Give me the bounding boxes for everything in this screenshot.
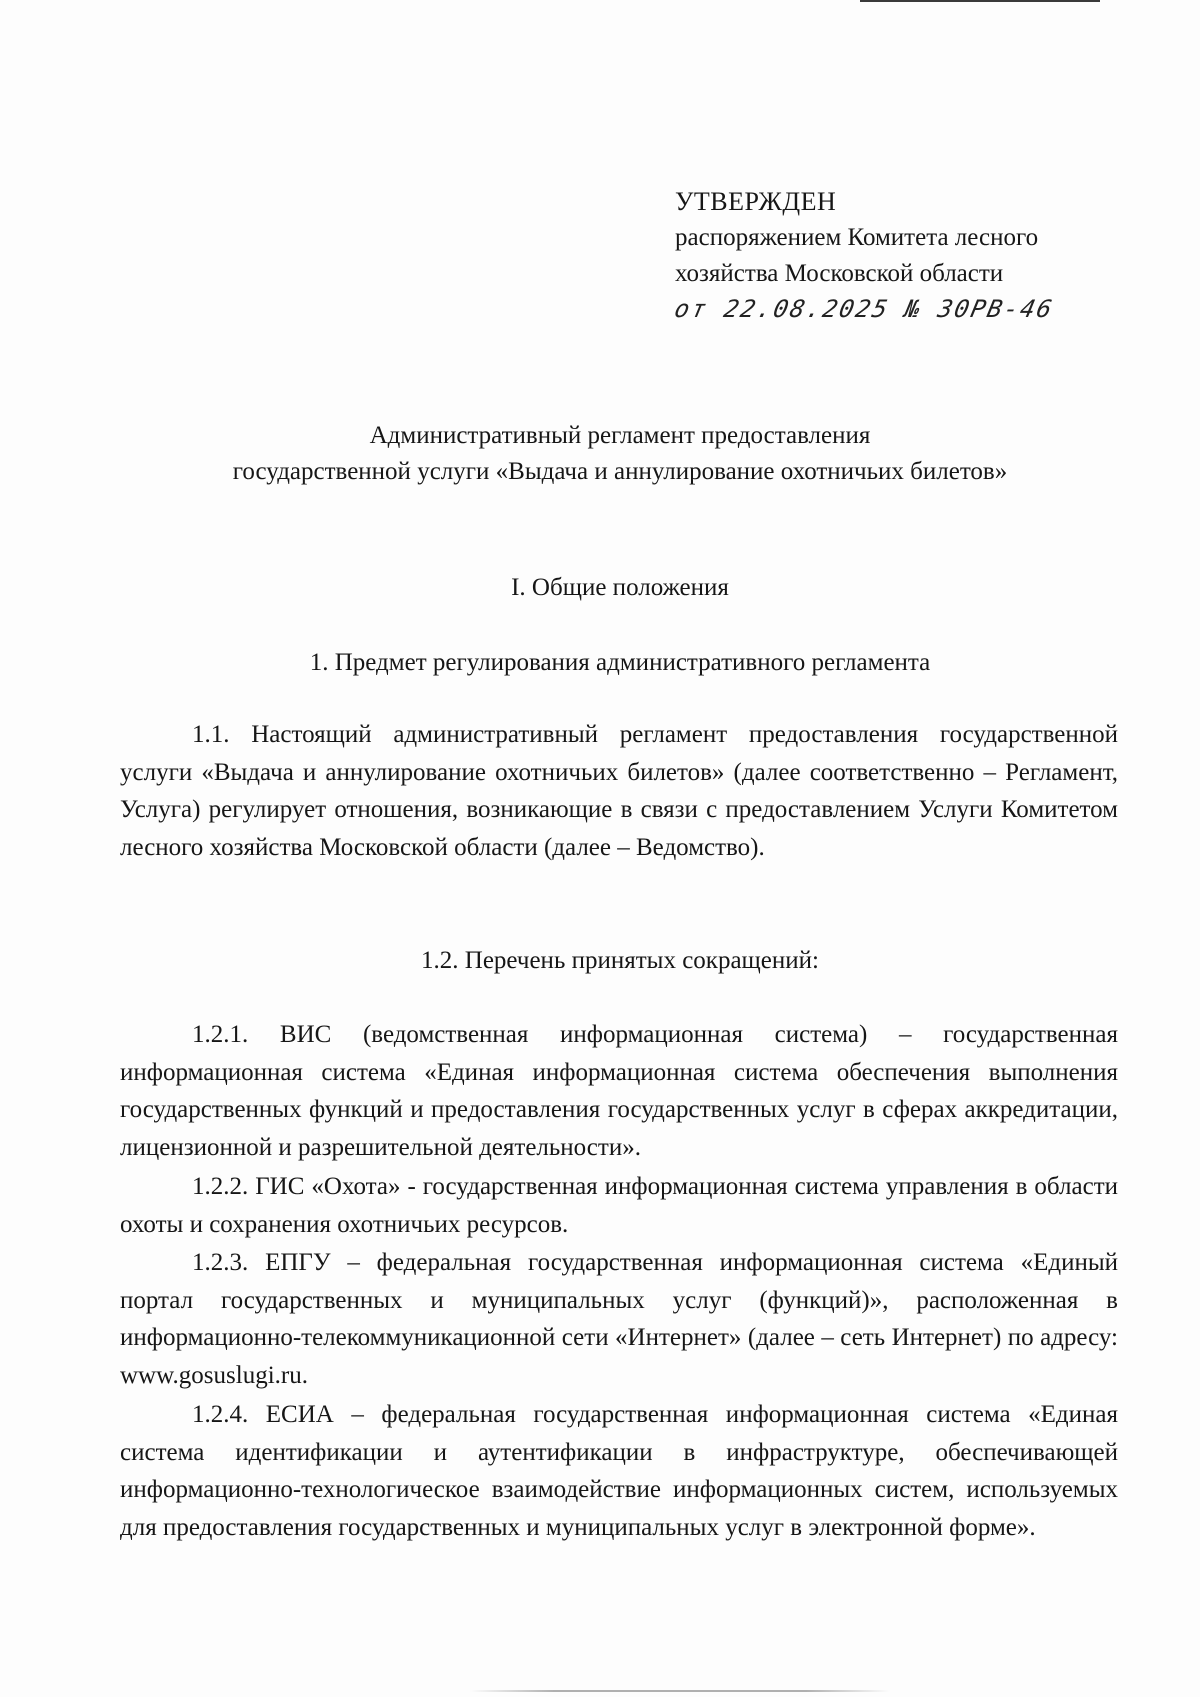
- section-heading-abbreviations: 1.2. Перечень принятых сокращений:: [421, 947, 819, 974]
- paragraph-1-2-2: 1.2.2. ГИС «Охота» - государственная информационная система управления в области охоты и сохранения охотничьих ресурсов.: [120, 1173, 1118, 1238]
- approval-line-2: хозяйства Московской области: [675, 260, 1004, 287]
- scan-bottom-smudge: [470, 1690, 890, 1692]
- paragraph-1-1: 1.1. Настоящий административный регламент предоставления государственной услуги «Выдача и аннулирование охотничьих билетов» (далее соответственно – Регламент, Услуга) регулирует отношения, возникающие в связи с предоставлением Услуги Комитетом лесного хозяйства Московской области (далее – Ведомство).: [120, 721, 1118, 861]
- approval-title: УТВЕРЖДЕН: [675, 187, 837, 216]
- scan-edge-line: [860, 0, 1100, 2]
- paragraph-1-2-3: 1.2.3. ЕПГУ – федеральная государственная информационная система «Единый портал государственных и муниципальных услуг (функций)», расположенная в информационно-телекоммуникационной сети «Интернет» (далее – сеть Интернет) по адресу: www.gosuslugi.ru.: [120, 1249, 1118, 1389]
- document-title: [120, 418, 1120, 490]
- section-heading-general: I. Общие положения: [511, 574, 729, 601]
- paragraph-1-2-4: 1.2.4. ЕСИА – федеральная государственная информационная система «Единая система идентификации и аутентификации в инфраструктуре, обеспечивающей информационно-технологическое взаимодействие информационных систем, используемых для предоставления государственных и муниципальных услуг в электронной форме».: [120, 1401, 1118, 1541]
- handwritten-date-number: от 22.08.2025 № 30РВ-46: [672, 295, 1057, 323]
- approval-line-1: распоряжением Комитета лесного: [675, 224, 1039, 251]
- document-title-line-1: Административный регламент предоставления: [369, 422, 871, 449]
- section-heading-subject: 1. Предмет регулирования административного регламента: [309, 649, 931, 676]
- approval-block: [672, 184, 1135, 328]
- document-title-line-2: государственной услуги «Выдача и аннулирование охотничьих билетов»: [232, 458, 1008, 485]
- paragraph-1-2-1: 1.2.1. ВИС (ведомственная информационная система) – государственная информационная система «Единая информационная система обеспечения выполнения государственных функций и предоставления государственных услуг в сферах аккредитации, лицензионной и разрешительной деятельности».: [120, 1021, 1118, 1161]
